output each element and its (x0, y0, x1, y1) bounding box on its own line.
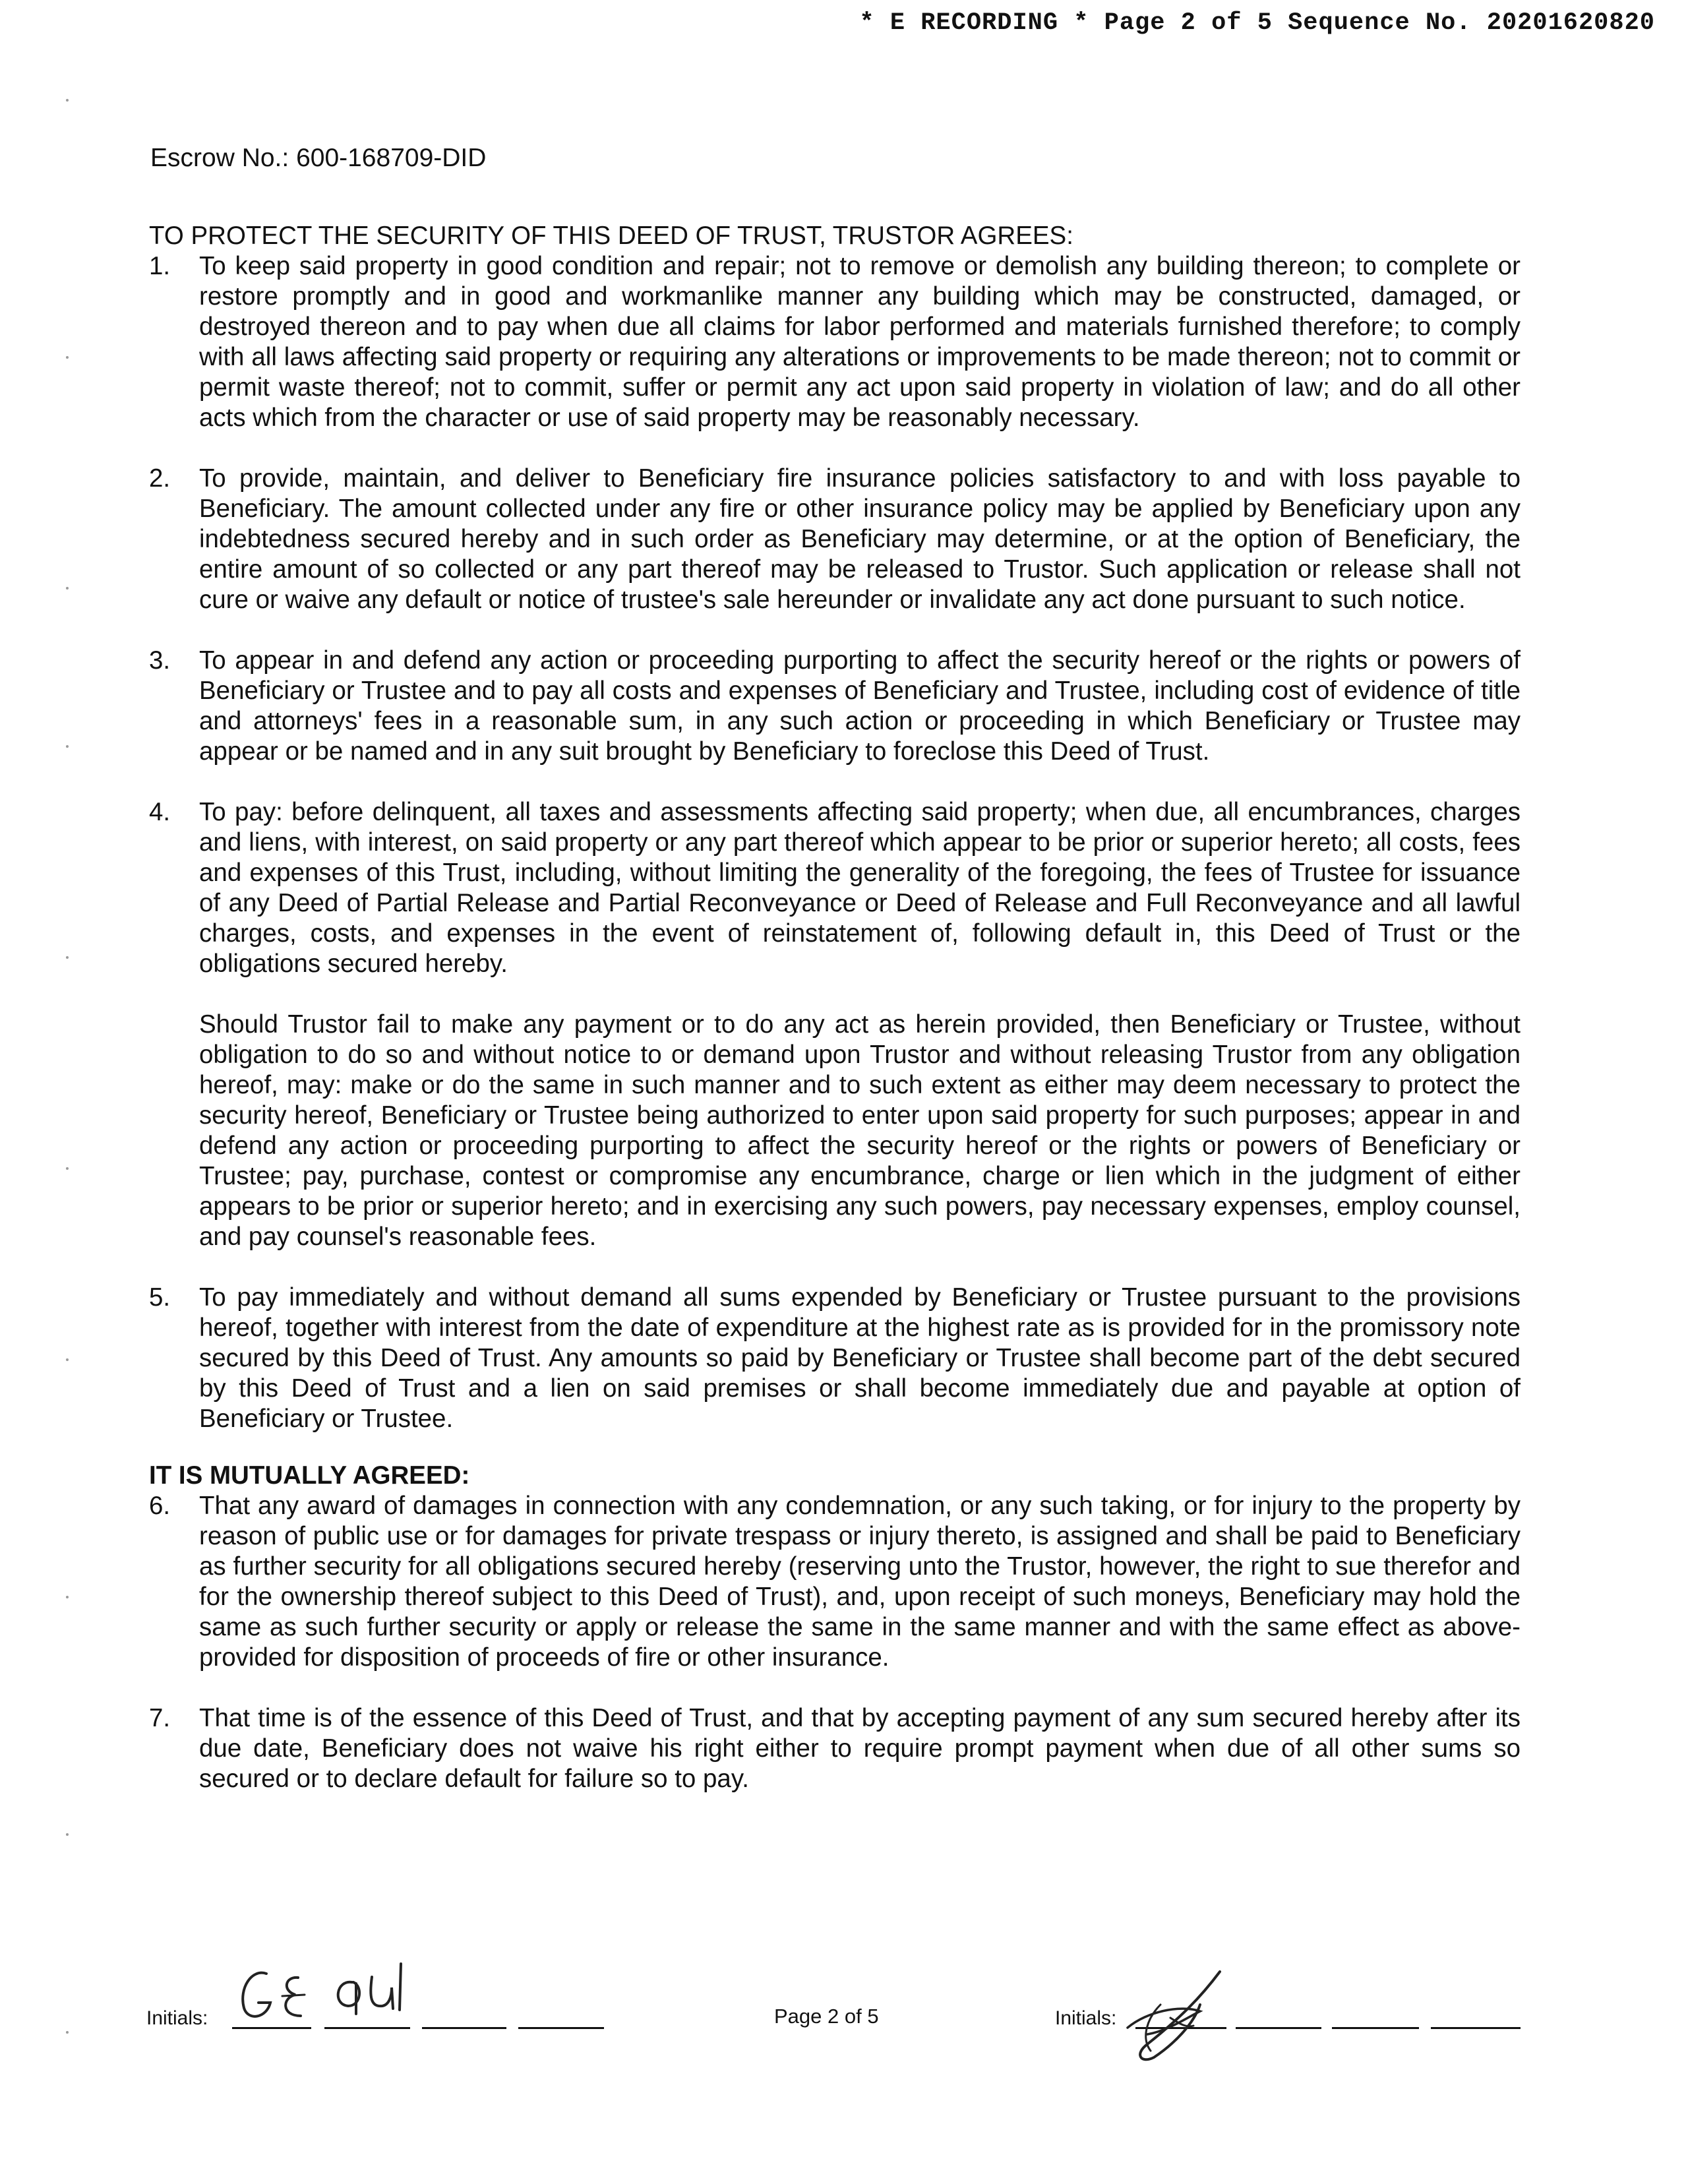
section-heading: TO PROTECT THE SECURITY OF THIS DEED OF TRUST, TRUSTOR AGREES: (149, 222, 1073, 250)
scan-speck (66, 99, 69, 102)
clause-text: That any award of damages in connection with any condemnation, or any such taking, or for injury to the property by reason of public use or for damages for private trespass or injury thereto, is assigned and shall be paid to Beneficiary as further security for all obligations secured hereby (reserving unto the Trustor, however, the right to sue therefor and for the ownership thereof subject to this Deed of Trust), and, upon receipt of such moneys, Beneficiary may hold the same as such further security or apply or release the same in the same manner and with the same effect as above-provided for disposition of proceeds of fire or other insurance. (199, 1492, 1521, 1672)
escrow-label: Escrow No.: (150, 144, 289, 172)
clause-text: To provide, maintain, and deliver to Beneficiary fire insurance policies satisfactory to and with loss payable to Beneficiary. The amount collected under any fire or other insurance policy may be applied by Beneficiary upon any indebtedness secured hereby and in such order as Beneficiary may determine, or at the option of Beneficiary, the entire amount of so collected or any part thereof may be released to Trustor. Such application or release shall not cure or waive any default or notice of trustee's sale hereunder or invalidate any act done pursuant to such notice. (199, 464, 1521, 614)
initials-line (518, 2027, 604, 2029)
scan-speck (66, 956, 69, 959)
clause-text: To pay: before delinquent, all taxes and assessments affecting said property; when due, all encumbrances, charges and liens, with interest, on said property or any part thereof which appear to be prior or superior hereto; all costs, fees and expenses of this Trust, including, without limiting the generality of the foregoing, the fees of Trustee for issuance of any Deed of Partial Release and Partial Reconveyance or Deed of Release and Full Reconveyance and all lawful charges, costs, and expenses in the event of reinstatement of, following default in, this Deed of Trust or the obligations secured hereby. (199, 798, 1521, 978)
clause-text: To pay immediately and without demand all sums expended by Beneficiary or Trustee pursuant to the provisions hereof, together with interest from the date of expenditure at the highest rate as is provided for in the promissory note secured by this Deed of Trust. Any amounts so paid by Beneficiary or Trustee shall become part of the debt secured by this Deed of Trust and a lien on said premises or shall become immediately due and payable at option of Beneficiary or Trustee. (199, 1283, 1521, 1433)
clause-number: 1. (149, 252, 171, 280)
clause-number: 6. (149, 1492, 171, 1520)
handwritten-initials-2 (326, 1957, 411, 2026)
clause-2 (149, 464, 1521, 615)
clause-text: To keep said property in good condition and repair; not to remove or demolish any building thereon; to complete or restore promptly and in good and workmanlike manner any building which may be constructed, damaged, or destroyed thereon and to pay when due all claims for labor performed and materials furnished therefore; to comply with all laws affecting said property or requiring any alterations or improvements to be made thereon; not to commit or permit waste thereof; not to commit, suffer or permit any act upon said property in violation of law; and do all other acts which from the character or use of said property may be reasonably necessary. (199, 252, 1521, 432)
clause-number: 7. (149, 1704, 171, 1732)
clause-text: That time is of the essence of this Deed of Trust, and that by accepting payment of any sum secured hereby after its due date, Beneficiary does not waive his right either to require prompt payment when due of all other sums so secured or to declare default for failure so to pay. (199, 1704, 1521, 1793)
scan-speck (66, 1358, 69, 1361)
recording-header: * E RECORDING * Page 2 of 5 Sequence No. 20201620820 (859, 9, 1655, 37)
scan-speck (66, 2031, 69, 2034)
scan-speck (66, 587, 69, 590)
clause-3 (149, 646, 1521, 767)
handwritten-signature-mark (1121, 1965, 1233, 2071)
initials-line (1332, 2027, 1419, 2029)
scan-speck (66, 356, 69, 359)
initials-line (422, 2027, 506, 2029)
clause-5 (149, 1283, 1521, 1434)
clause-number: 3. (149, 646, 171, 675)
mutual-heading: IT IS MUTUALLY AGREED: (149, 1461, 470, 1490)
initials-right-label: Initials: (1055, 2007, 1117, 2029)
initials-left-label: Initials: (146, 2007, 208, 2029)
escrow-value: 600-168709-DID (296, 144, 487, 172)
scan-speck (66, 1167, 69, 1170)
clause-6 (149, 1491, 1521, 1673)
handwritten-initials-1 (232, 1962, 324, 2028)
clause-number: 4. (149, 798, 171, 826)
scan-speck (66, 1833, 69, 1836)
clause-text: To appear in and defend any action or proceeding purporting to affect the security hereof or the rights or powers of Beneficiary or Trustee and to pay all costs and expenses of Beneficiary and Trustee, including cost of evidence of title and attorneys' fees in a reasonable sum, in any such action or proceeding in which Beneficiary or Trustee may appear or be named and in any suit brought by Beneficiary to foreclose this Deed of Trust. (199, 646, 1521, 766)
initials-line (324, 2027, 410, 2029)
clause-7 (149, 1703, 1521, 1794)
escrow-number (150, 144, 486, 173)
scan-speck (66, 1596, 69, 1598)
page-number: Page 2 of 5 (774, 2005, 879, 2028)
clause-4 (149, 797, 1521, 979)
clause-number: 5. (149, 1283, 171, 1312)
scan-speck (66, 745, 69, 748)
clause-number: 2. (149, 464, 171, 493)
deed-body (149, 221, 1521, 1794)
initials-line (1431, 2027, 1521, 2029)
clause-1 (149, 251, 1521, 433)
initials-line (1236, 2027, 1321, 2029)
clause-4-subparagraph: Should Trustor fail to make any payment or to do any act as herein provided, then Beneficiary or Trustee, without obligation to do so and without notice to or demand upon Trustor and without releasing Trustor from any obligation hereof, may: make or do the same in such manner and to such extent as either may deem necessary to protect the security hereof, Beneficiary or Trustee being authorized to enter upon said property for such purposes; appear in and defend any action or proceeding purporting to affect the security hereof or the rights or powers of Beneficiary or Trustee; pay, purchase, contest or compromise any encumbrance, charge or lien which in the judgment of either appears to be prior or superior hereto; and in exercising any such powers, pay necessary expenses, employ counsel, and pay counsel's reasonable fees. (199, 1010, 1521, 1251)
